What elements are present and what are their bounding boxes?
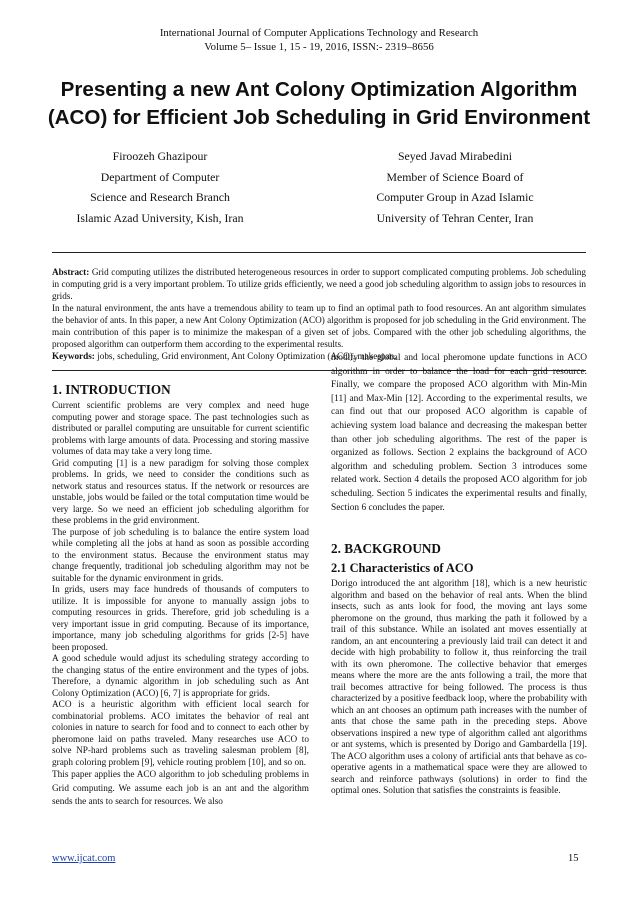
- abstract-text: Grid computing utilizes the distributed heterogeneous resources in order to support complicated computing problems. Job scheduling in computing grid is a very important problem. To utilize grids efficiently, we need a good job scheduling algorithm to assign jobs to resources in grids.: [52, 267, 586, 301]
- author-affiliation: Islamic Azad University, Kish, Iran: [76, 210, 244, 225]
- author-affiliation: Science and Research Branch: [90, 190, 230, 204]
- divider-top: [52, 252, 586, 253]
- keywords-label: Keywords:: [52, 351, 95, 361]
- author-affiliation: Member of Science Board of: [386, 169, 524, 184]
- journal-name: International Journal of Computer Applications Technology and Research: [159, 27, 479, 39]
- author-block-2: [330, 146, 580, 228]
- author-affiliation: University of Tehran Center, Iran: [376, 210, 534, 225]
- paragraph: In grids, users may face hundreds of thousands of computers to utilize. It is impossible for anyone to manually assign jobs to computing resources in grids. Therefore, grid job scheduling is a very important issue in grid computing. Because of its importance, importance, many job scheduling algorithms for grids [2-5] have been proposed.: [52, 585, 309, 653]
- author-block-1: [40, 146, 280, 228]
- paragraph: Dorigo introduced the ant algorithm [18], which is a new heuristic algorithm and based on the behavior of real ants. When the blind insects, such as ants look for food, the moving ant lays some pheromone on the ground, thus marking the path it followed by a trail of this substance. While an isolated ant moves essentially at random, an ant encountering a previously laid trail can detect it and decide with high probability to follow it, thus reinforcing the trail with its own pheromone. The collective behavior that emerges means where the more are the ants following a trail, the more that trail becomes attractive for being followed. The process is thus characterized by a positive feedback loop, where the probability with which an ant chooses an optimum path increases with the number of ants that chose the same path in the preceding steps. Above observations inspired a new type of algorithm called ant algorithms or ant systems, which is presented by Dorigo and Gambardella [19]. The ACO algorithm uses a colony of artificial ants that behave as co-operative agents in a mathematical space were they are allowed to search and reinforce pathways (solutions) in order to find the optimal ones. Solution that satisfies the constraints is feasible.: [331, 579, 587, 797]
- journal-volume: Volume 5– Issue 1, 15 - 19, 2016, ISSN:- 2319–8656: [204, 41, 434, 53]
- section-heading-background: 2. BACKGROUND: [331, 541, 441, 557]
- abstract-para-1: [52, 266, 586, 302]
- paper-title: Presenting a new Ant Colony Optimization Algorithm (ACO) for Efficient Job Scheduling in Grid Environment: [47, 78, 591, 129]
- paragraph: A good schedule would adjust its scheduling strategy according to the changing status of the entire environment and the types of jobs. Therefore, a dynamic algorithm in job scheduling such as Ant Colony Optimization (ACO) [6, 7] is appropriate for grids.: [52, 654, 309, 699]
- paragraph: Current scientific problems are very complex and need huge computing power and storage space. The past technologies such as distributed or parallel computing are unsuitable for current scientific problems with large amounts of data. Processing and storing massive volumes of data may take a very long time.: [52, 401, 309, 457]
- right-column: [331, 352, 587, 798]
- author-affiliation: Department of Computer: [100, 169, 220, 184]
- author-name: Seyed Javad Mirabedini: [397, 149, 512, 163]
- left-column: [52, 382, 309, 810]
- paragraph: modify the global and local pheromone update functions in ACO algorithm in order to balance the load for each grid resource. Finally, we compare the proposed ACO algorithm with Min-Min [11] and Max-Min [12]. According to the experimental results, we can find out that our proposed ACO algorithm is capable of achieving system load balance and decreasing the makespan better than other job scheduling algorithms. The rest of the paper is organized as follows. Section 2 explains the background of ACO algorithm and scheduling problem. Section 3 introduces some related work. Section 4 details the proposed ACO algorithm for job scheduling. Section 5 indicates the experimental results and finally, Section 6 concludes the paper.: [331, 353, 587, 513]
- author-affiliation: Computer Group in Azad Islamic: [376, 190, 534, 204]
- page-number: 15: [568, 853, 579, 864]
- paragraph: ACO is a heuristic algorithm with efficient local search for combinatorial problems. ACO imitates the behavior of real ant colonies in nature to search for food and to connect to each other by pheromone laid on paths traveled. Many researches use ACO to solve NP-hard problems such as traveling salesman problem [8], graph coloring problem [9], vehicle routing problem [10], and so on.: [52, 700, 309, 768]
- journal-header: [0, 26, 638, 54]
- keywords-text: jobs, scheduling, Grid environment, Ant Colony Optimization (ACO), makespan.: [94, 351, 397, 361]
- paragraph: This paper applies the ACO algorithm to job scheduling problems in Grid computing. We assume each job is an ant and the algorithm sends the ants to search for resources. We also: [52, 770, 309, 807]
- section-heading-introduction: 1. INTRODUCTION: [52, 382, 171, 397]
- abstract-para-2: In the natural environment, the ants have a tremendous ability to team up to find an optimal path to food resources. An ant algorithm simulates the behavior of ants. In this paper, a new Ant Colony Optimization (ACO) algorithm is proposed for job scheduling in the Grid environment. The main contribution of this paper is to minimize the makespan of a given set of jobs. Compared with the other job scheduling algorithms, the proposed algorithm can outperform them according to the experimental results.: [52, 303, 586, 349]
- subsection-heading-aco: 2.1 Characteristics of ACO: [331, 561, 474, 576]
- paragraph: Grid computing [1] is a new paradigm for solving those complex problems. In grids, we need to consider the conditions such as network status and resources status. If the network or resources are unstable, jobs would be failed or the total computation time would be very large. So we need an efficient job scheduling algorithm for these problems in the grid environment.: [52, 458, 309, 526]
- abstract-label: Abstract:: [52, 267, 90, 277]
- abstract: [52, 266, 586, 350]
- paragraph: The purpose of job scheduling is to balance the entire system load while completing all the jobs at hand as soon as possible according to the environment status. Because the environment status may change frequently, traditional job scheduling algorithm may not be suitable for the dynamic environment in grids.: [52, 527, 309, 584]
- author-name: Firoozeh Ghazipour: [112, 149, 208, 163]
- journal-website-link[interactable]: www.ijcat.com: [52, 853, 116, 864]
